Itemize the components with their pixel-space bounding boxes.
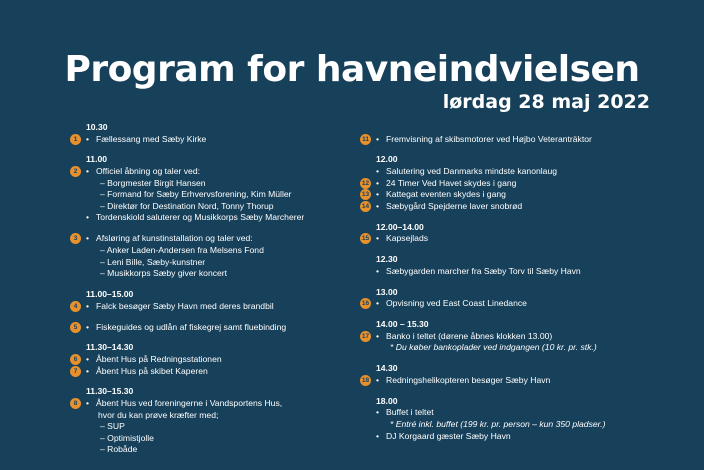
program-item-text: Falck besøger Sæby Havn med deres brandbil [96, 301, 274, 311]
program-item-text: Fremvisning af skibsmotorer ved Højbo Veteranträktor [386, 134, 592, 144]
program-item [376, 232, 428, 244]
page-title: Program for havneindvielsen [64, 49, 640, 90]
time-heading: 11.30–14.30 [86, 342, 134, 352]
bullet-icon: • [376, 201, 380, 211]
bullet-icon: • [376, 134, 380, 144]
program-item [86, 165, 200, 177]
program-item [86, 321, 286, 333]
bullet-icon: • [86, 134, 90, 144]
program-subitem: – Anker Laden-Andersen fra Melsens Fond [100, 245, 264, 255]
location-number-badge: 15 [361, 234, 370, 242]
program-item-text: Salutering ved Danmarks mindste kanonlaug [386, 166, 558, 176]
bullet-icon: • [376, 298, 380, 308]
program-item-text: Tordenskiold saluterer og Musikkorps Sæby Marcherer [96, 212, 305, 222]
program-item [86, 133, 206, 145]
program-subitem: – Borgmester Birgit Hansen [100, 178, 206, 188]
time-heading: 11.00–15.00 [86, 289, 134, 299]
program-subitem: – Robåde [100, 444, 138, 454]
program-subitem: – Leni Bille, Sæby-kunstner [100, 257, 206, 267]
program-subitem: – Musikkorps Sæby giver koncert [100, 268, 228, 278]
location-number-badge: 13 [361, 190, 370, 198]
program-item [376, 200, 522, 212]
location-number-badge: 2 [70, 166, 81, 177]
location-number-badge: 3 [70, 233, 81, 244]
location-number-badge: 17 [361, 332, 370, 340]
program-item-continuation: hvor du kan prøve kræfter med; [98, 410, 219, 420]
program-item [376, 430, 511, 442]
program-item-text: 24 Timer Ved Havet skydes i gang [386, 178, 517, 188]
time-heading: 11.30–15.30 [86, 386, 134, 396]
program-item-text: Banko i teltet (dørene åbnes klokken 13.00) [386, 331, 553, 341]
program-item [86, 211, 304, 223]
bullet-icon: • [376, 189, 380, 199]
location-number-badge: 11 [360, 134, 371, 145]
time-heading: 10.30 [86, 122, 108, 132]
program-item [376, 133, 592, 145]
program-item-text: Sæbygård Spejderne laver snobrød [386, 201, 523, 211]
time-heading: 12.00 [376, 154, 398, 164]
program-item [86, 365, 208, 377]
program-item [86, 353, 222, 365]
bullet-icon: • [86, 366, 90, 376]
time-heading: 12.00–14.00 [376, 222, 424, 232]
program-item-text: Redningshelikopteren besøger Sæby Havn [386, 375, 551, 385]
program-item-text: Kattegat eventen skydes i gang [386, 189, 506, 199]
location-number-badge: 16 [361, 299, 370, 307]
program-item [376, 297, 527, 309]
time-heading: 13.00 [376, 287, 398, 297]
bullet-icon: • [86, 301, 90, 311]
bullet-icon: • [86, 212, 90, 222]
program-item-text: Åbent Hus på Redningsstationen [96, 354, 222, 364]
program-item-text: Sæbygarden marcher fra Sæby Torv til Sæby Havn [386, 266, 581, 276]
time-heading: 11.00 [86, 154, 108, 164]
program-item-text: Kapsejlads [386, 233, 429, 243]
location-number-badge: 4 [70, 301, 81, 312]
location-number-badge: 14 [361, 202, 370, 210]
program-item-text: DJ Korgaard gæster Sæby Havn [386, 431, 511, 441]
program-subitem: – Optimistjolle [100, 433, 154, 443]
bullet-icon: • [86, 166, 90, 176]
program-item [376, 188, 506, 200]
bullet-icon: • [376, 178, 380, 188]
program-note: * Entré inkl. buffet (199 kr. pr. person – kun 350 pladser.) [390, 419, 606, 429]
program-item-text: Åbent Hus ved foreningerne i Vandsportens Hus, [96, 398, 283, 408]
time-heading: 14.30 [376, 363, 398, 373]
program-item-text: Opvisning ved East Coast Linedance [386, 298, 527, 308]
program-subitem: – SUP [100, 421, 125, 431]
program-item-text: Fællessang med Sæby Kirke [96, 134, 207, 144]
bullet-icon: • [86, 233, 90, 243]
location-number-badge: 6 [70, 354, 81, 365]
program-item [86, 232, 253, 244]
bullet-icon: • [376, 166, 380, 176]
page-subtitle: lørdag 28 maj 2022 [442, 91, 650, 113]
program-item [376, 406, 434, 418]
location-number-badge: 12 [361, 179, 370, 187]
program-item-text: Åbent Hus på skibet Kaperen [96, 366, 208, 376]
program-subitem: – Direktør for Destination Nord, Tonny Thorup [100, 201, 274, 211]
bullet-icon: • [86, 398, 90, 408]
time-heading: 18.00 [376, 396, 398, 406]
location-number-badge: 1 [70, 134, 81, 145]
time-heading: 14.00 – 15.30 [376, 319, 429, 329]
program-item-text: Afsløring af kunstinstallation og taler ved: [96, 233, 253, 243]
bullet-icon: • [376, 431, 380, 441]
program-item-text: Fiskeguides og udlån af fiskegrej samt fluebinding [96, 322, 287, 332]
location-number-badge: 7 [70, 366, 81, 377]
program-subitem: – Formand for Sæby Erhvervsforening, Kim Müller [100, 189, 292, 199]
time-heading: 12.30 [376, 254, 398, 264]
program-item [86, 300, 274, 312]
bullet-icon: • [376, 407, 380, 417]
bullet-icon: • [376, 375, 380, 385]
bullet-icon: • [376, 233, 380, 243]
program-item-text: Officiel åbning og taler ved: [96, 166, 200, 176]
location-number-badge: 8 [70, 398, 81, 409]
program-item-text: Buffet i teltet [386, 407, 434, 417]
location-number-badge: 18 [361, 376, 370, 384]
program-item [376, 265, 581, 277]
location-number-badge: 5 [70, 322, 81, 333]
bullet-icon: • [376, 331, 380, 341]
bullet-icon: • [86, 322, 90, 332]
program-item [376, 374, 550, 386]
program-note: * Du køber bankoplader ved indgangen (10 kr. pr. stk.) [390, 342, 597, 352]
program-item [86, 397, 282, 409]
bullet-icon: • [86, 354, 90, 364]
bullet-icon: • [376, 266, 380, 276]
program-item [376, 165, 557, 177]
